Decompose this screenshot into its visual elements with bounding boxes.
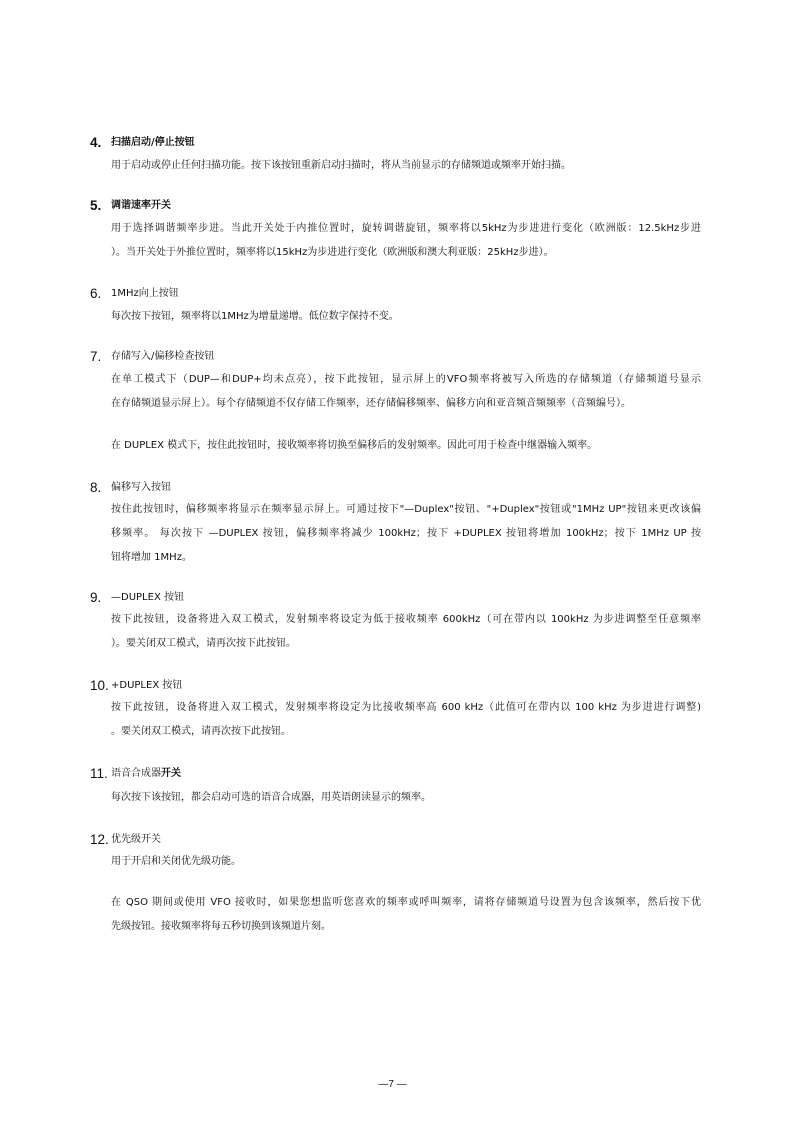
section-title: +DUPLEX 按钮: [111, 680, 183, 691]
body-line: ）。要关闭双工模式，请再次按下此按钮。: [111, 638, 296, 649]
section-title: 调谐速率开关: [111, 200, 171, 211]
body-line: 在 QSO 期间或使用 VFO 接收时，如果您想监听您喜欢的频率或呼叫频率，请将存储频道号设置为包含该频率，然后按下优: [111, 897, 701, 908]
section-note: [111, 891, 701, 939]
section-title: 优先级开关: [111, 834, 161, 845]
section-body: [111, 696, 701, 744]
section-number: 6.: [90, 286, 102, 301]
section-body: [111, 154, 701, 178]
section-body: [111, 786, 701, 810]
page-number: —7 —: [378, 1079, 407, 1090]
section-body: [111, 305, 701, 329]
section-number: 12.: [90, 832, 109, 847]
body-line: 按住此按钮时，偏移频率将显示在频率显示屏上。可通过按下"—Duplex"按钮、"+Duplex"按钮或"1MHz UP"按钮来更改该偏: [111, 504, 701, 515]
section-note: [111, 434, 701, 458]
section-title: 扫描启动/停止按钮: [111, 137, 195, 148]
section-number: 8.: [90, 480, 102, 495]
body-line: 用于选择调谐频率步进。当此开关处于内推位置时，旋转调谐旋钮，频率将以5kHz为步进进行变化（欧洲版：12.5kHz步进: [111, 223, 701, 234]
section-body: [111, 217, 701, 265]
section-number: 5.: [90, 198, 102, 213]
section-body: [111, 850, 701, 874]
body-line: 每次按下该按钮，都会启动可选的语音合成器，用英语朗读显示的频率。: [111, 792, 431, 803]
section-body: [111, 498, 701, 570]
body-line: 用于启动或停止任何扫描功能。按下该按钮重新启动扫描时，将从当前显示的存储频道或频率开始扫描。: [111, 160, 571, 171]
section-body: [111, 608, 701, 656]
section-title: —DUPLEX 按钮: [111, 592, 184, 603]
section-title: 偏移写入按钮: [111, 482, 171, 493]
section-title: [111, 766, 181, 782]
section-number: 4.: [90, 135, 102, 150]
body-line: 按下此按钮，设备将进入双工模式，发射频率将设定为低于接收频率 600kHz（可在带内以 100kHz 为步进调整至任意频率: [111, 614, 701, 625]
section-title-plain: 语音合成器: [111, 768, 161, 779]
body-line: 在单工模式下（DUP—和DUP+均未点亮），按下此按钮，显示屏上的VFO频率将被写入所选的存储频道（存储频道号显示: [111, 374, 701, 385]
body-line: ）。当开关处于外推位置时，频率将以15kHz为步进进行变化（欧洲版和澳大利亚版：25kHz步进）。: [111, 247, 554, 258]
section-number: 11.: [90, 766, 108, 781]
body-line: 钮将增加 1MHz。: [111, 552, 192, 563]
body-line: 。要关闭双工模式，请再次按下此按钮。: [111, 726, 291, 737]
body-line: 移频率。 每次按下 —DUPLEX 按钮，偏移频率将减少 100kHz；按下 +DUPLEX 按钮将增加 100kHz；按下 1MHz UP 按: [111, 528, 701, 539]
body-line: 在 DUPLEX 模式下，按住此按钮时，接收频率将切换至偏移后的发射频率。因此可用于检查中继器输入频率。: [111, 440, 598, 451]
body-line: 先级按钮。接收频率将每五秒切换到该频道片刻。: [111, 921, 331, 932]
section-number: 9.: [90, 590, 102, 605]
section-number: 10.: [90, 678, 109, 693]
section-title-bold: 开关: [161, 768, 181, 779]
section-title: 存储写入/偏移检查按钮: [111, 351, 215, 362]
section-number: 7.: [90, 349, 102, 364]
body-line: 用于开启和关闭优先级功能。: [111, 856, 241, 867]
body-line: 在存储频道显示屏上）。每个存储频道不仅存储工作频率，还存储偏移频率、偏移方向和亚音频音频频率（音频编号）。: [111, 398, 631, 409]
section-body: [111, 368, 701, 416]
body-line: 按下此按钮，设备将进入双工模式，发射频率将设定为比接收频率高 600 kHz（此值可在带内以 100 kHz 为步进进行调整): [111, 702, 701, 713]
body-line: 每次按下按钮，频率将以1MHz为增量递增。低位数字保持不变。: [111, 311, 399, 322]
section-title: 1MHz向上按钮: [111, 288, 179, 299]
